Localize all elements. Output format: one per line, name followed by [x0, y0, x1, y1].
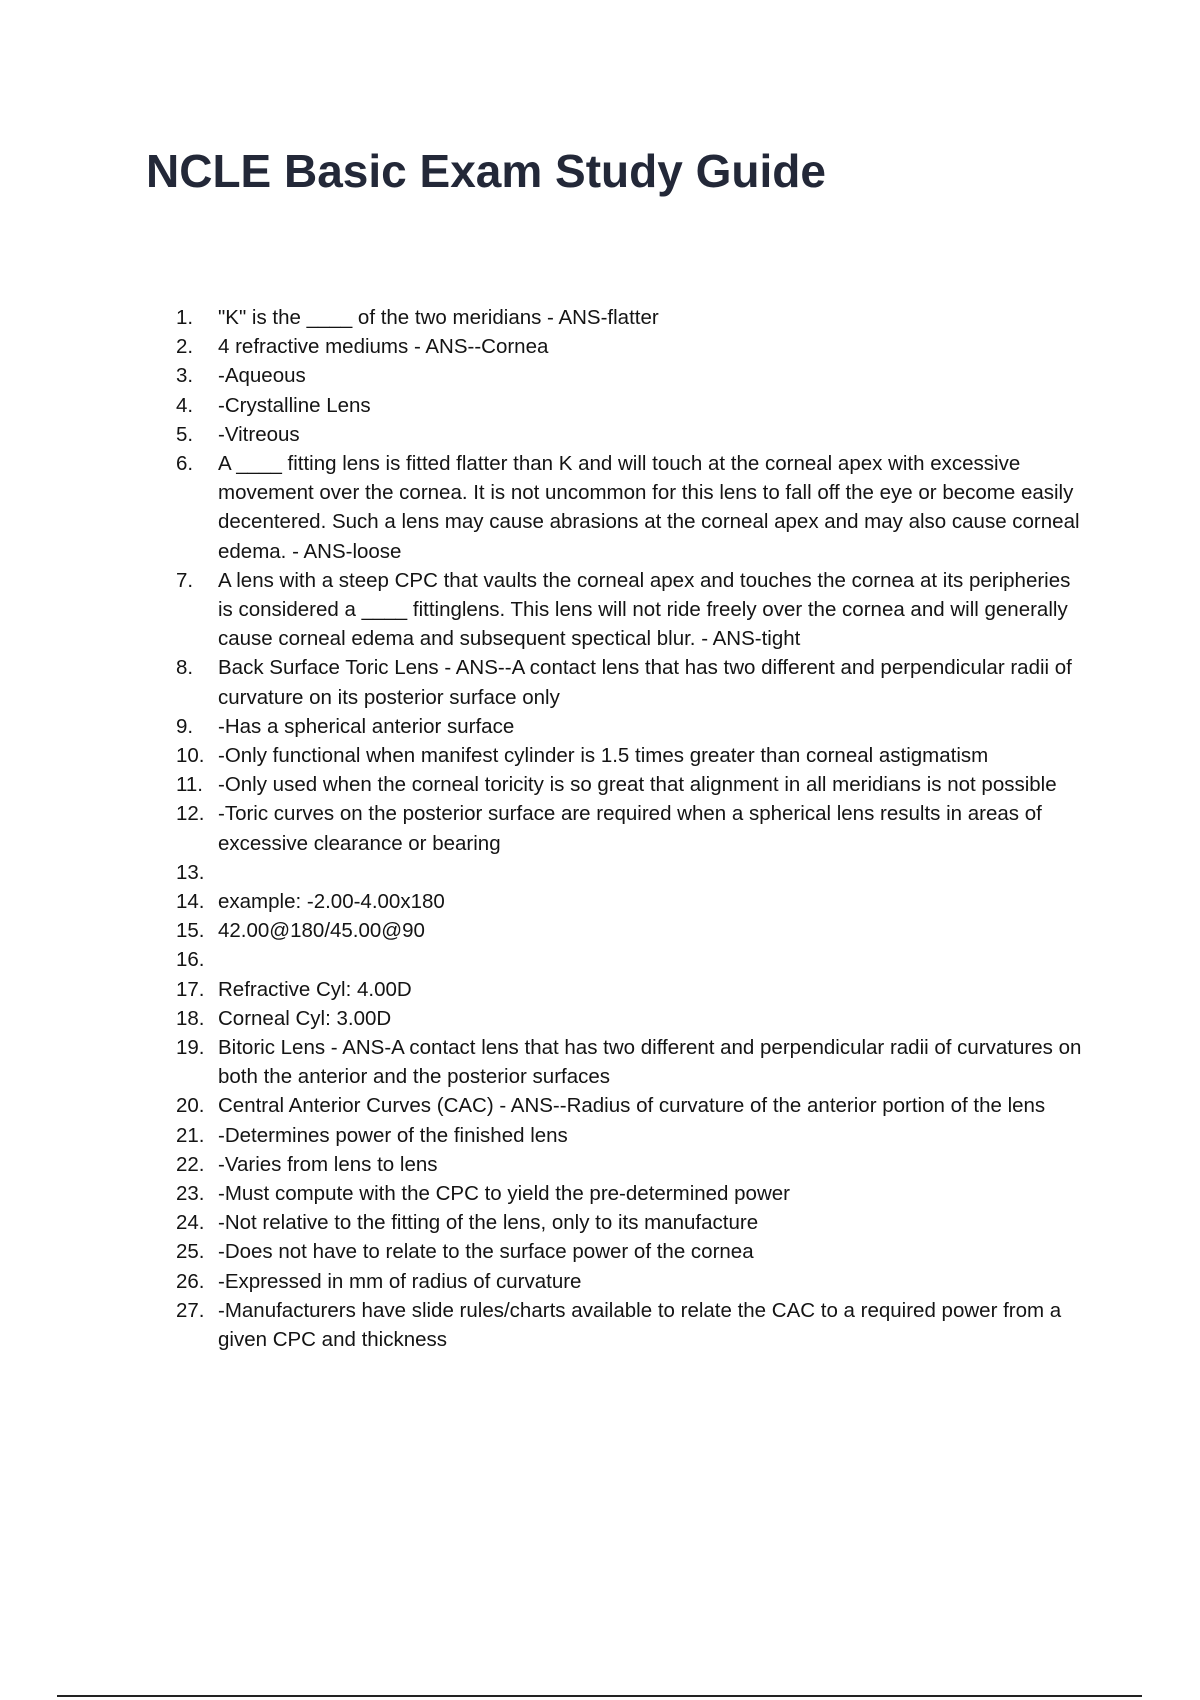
list-item — [176, 303, 1086, 332]
study-guide-list — [176, 303, 1086, 1354]
list-item-number: 17. — [176, 977, 205, 1001]
list-item — [176, 449, 1086, 566]
list-item-text: A lens with a steep CPC that vaults the corneal apex and touches the cornea at its peripheries is considered a ____ fittinglens. This lens will not ride freely over the cornea and will generally cause corneal edema and subsequent spectical blur. - ANS-tight — [218, 568, 1071, 651]
list-item — [176, 391, 1086, 420]
list-item-text: -Aqueous — [218, 364, 306, 388]
list-item — [176, 858, 1086, 887]
list-item-number: 14. — [176, 890, 205, 914]
list-item-number: 24. — [176, 1211, 205, 1235]
list-item — [176, 420, 1086, 449]
list-item-number: 12. — [176, 802, 205, 826]
list-item-text: -Toric curves on the posterior surface are required when a spherical lens results in areas of excessive clearance or bearing — [218, 802, 1042, 855]
list-item-text: Corneal Cyl: 3.00D — [218, 1006, 392, 1030]
list-item-text: -Determines power of the finished lens — [218, 1123, 568, 1147]
list-item — [176, 945, 1086, 974]
list-item-text: -Varies from lens to lens — [218, 1152, 438, 1176]
list-item-text: -Expressed in mm of radius of curvature — [218, 1269, 582, 1293]
list-item — [176, 916, 1086, 945]
list-item — [176, 1267, 1086, 1296]
list-item-text: 42.00@180/45.00@90 — [218, 919, 425, 943]
list-item — [176, 1033, 1086, 1091]
list-item — [176, 1091, 1086, 1120]
list-item-number: 15. — [176, 919, 205, 943]
list-item-number: 11. — [176, 773, 203, 797]
list-item-number: 21. — [176, 1123, 205, 1147]
list-item-number: 1. — [176, 306, 194, 329]
list-item-text: -Not relative to the fitting of the lens, only to its manufacture — [218, 1211, 759, 1235]
list-item-text: -Only used when the corneal toricity is so great that alignment in all meridians is not possible — [218, 773, 1057, 797]
list-item — [176, 799, 1086, 857]
list-item — [176, 770, 1086, 799]
list-item-number: 2. — [176, 335, 194, 359]
list-item-number: 22. — [176, 1152, 205, 1176]
list-item-number: 25. — [176, 1240, 205, 1264]
list-item — [176, 566, 1086, 654]
list-item-text: Refractive Cyl: 4.00D — [218, 977, 412, 1001]
list-item-number: 13. — [176, 860, 205, 884]
list-item — [176, 712, 1086, 741]
list-item-text: -Vitreous — [218, 422, 300, 446]
list-item-number: 4. — [176, 393, 194, 417]
list-item-number: 6. — [176, 452, 194, 476]
list-item-text: -Only functional when manifest cylinder is 1.5 times greater than corneal astigmatism — [218, 744, 989, 768]
list-item-text: "K" is the ____ of the two meridians - ANS-flatter — [218, 306, 659, 329]
list-item-text: A ____ fitting lens is fitted flatter than K and will touch at the corneal apex with excessive movement over the cornea. It is not uncommon for this lens to fall off the eye or become easily decentered. Such a lens may cause abrasions at the corneal apex and may also cause corneal edema. - ANS-loose — [218, 452, 1080, 563]
list-item — [176, 361, 1086, 390]
list-item-text: Back Surface Toric Lens - ANS--A contact lens that has two different and perpendicular radii of curvature on its posterior surface only — [218, 656, 1072, 709]
list-item — [176, 975, 1086, 1004]
list-item-number: 27. — [176, 1298, 205, 1322]
list-item — [176, 741, 1086, 770]
list-item — [176, 1150, 1086, 1179]
list-item-text: 4 refractive mediums - ANS--Cornea — [218, 335, 549, 359]
list-item-number: 3. — [176, 364, 194, 388]
list-item — [176, 332, 1086, 361]
list-item-number: 10. — [176, 744, 205, 768]
list-item-text: Central Anterior Curves (CAC) - ANS--Radius of curvature of the anterior portion of the lens — [218, 1094, 1046, 1118]
list-item-number: 20. — [176, 1094, 205, 1118]
list-item-number: 9. — [176, 714, 194, 738]
list-item-text: -Manufacturers have slide rules/charts available to relate the CAC to a required power from a given CPC and thickness — [218, 1298, 1062, 1352]
list-item-number: 18. — [176, 1006, 205, 1030]
list-item — [176, 1121, 1086, 1150]
list-item — [176, 1179, 1086, 1208]
page-title: NCLE Basic Exam Study Guide — [146, 145, 826, 197]
list-item-number: 19. — [176, 1036, 205, 1060]
list-item — [176, 887, 1086, 916]
list-item-text: -Must compute with the CPC to yield the pre-determined power — [218, 1182, 790, 1206]
list-item-number: 8. — [176, 656, 194, 680]
list-item-text: -Crystalline Lens — [218, 393, 371, 417]
list-item — [176, 653, 1086, 711]
list-item-text: Bitoric Lens - ANS-A contact lens that has two different and perpendicular radii of curvatures on both the anterior and the posterior surfaces — [218, 1036, 1082, 1089]
list-item-number: 5. — [176, 422, 194, 446]
list-item-text: -Does not have to relate to the surface power of the cornea — [218, 1240, 754, 1264]
list-item-text: example: -2.00-4.00x180 — [218, 890, 445, 914]
list-item — [176, 1296, 1086, 1354]
list-item-number: 23. — [176, 1182, 205, 1206]
list-item-number: 26. — [176, 1269, 205, 1293]
list-item — [176, 1004, 1086, 1033]
list-item — [176, 1237, 1086, 1266]
list-item — [176, 1208, 1086, 1237]
list-item-number: 7. — [176, 568, 194, 592]
list-item-number: 16. — [176, 948, 205, 972]
footer-divider — [57, 1695, 1142, 1697]
list-item-text: -Has a spherical anterior surface — [218, 714, 515, 738]
